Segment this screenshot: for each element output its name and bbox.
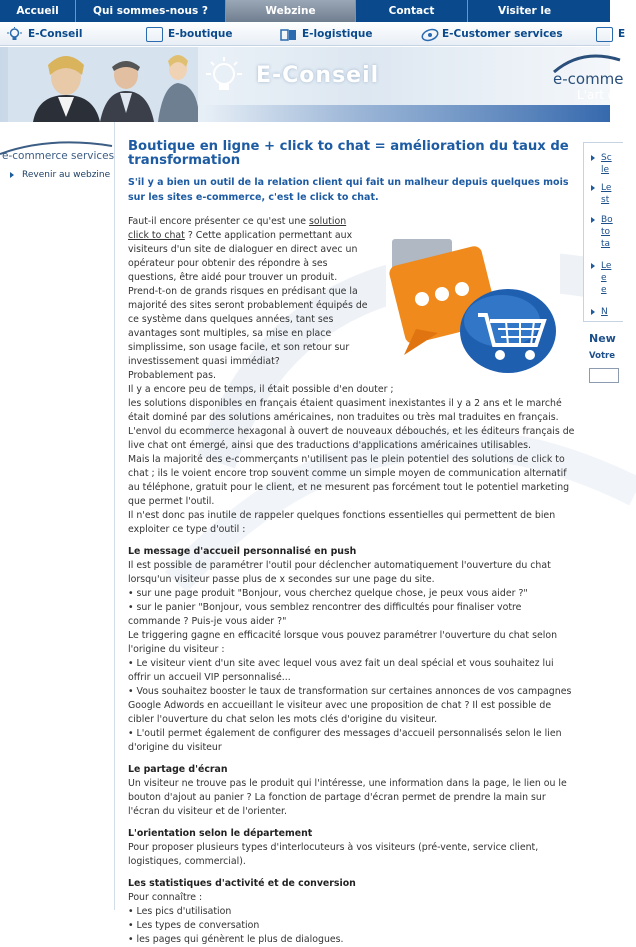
paragraph-4: Il y a encore peu de temps, il était possible d'en douter ; [128,384,394,395]
paragraph-6: Mais la majorité des e-commerçants n'utilisent pas le plein potentiel des solutions de click to chat ; ils le voient encore trop souvent comme un simple moyen de communication alternatif au téléphone, gratuit pour le client, et ne mesurent pas forcément tout le potentiel marketing que permet l'outil. [128,454,570,507]
related-article-1-line-1: Sc [601,153,612,163]
newsletter-label: Votre [589,351,615,361]
lightbulb-icon [6,27,23,42]
top-navigation [0,0,610,22]
related-article-4[interactable] [591,260,611,296]
related-article-2-line-1: Le [601,183,612,193]
related-article-2-line-2: st [601,195,610,205]
arrow-right-icon [591,155,595,161]
arrow-right-icon [591,263,595,269]
section-push-b1: • sur une page produit "Bonjour, vous cherchez quelque chose, je peux vous aider ?" [128,588,528,599]
related-article-3-line-3: ta [601,239,611,249]
section-push-b3: • Le visiteur vient d'un site avec lequel vous avez fait un deal spécial et vous souhaitez lui offrir un accueil VIP personnalisé... [128,658,554,683]
related-article-4-line-1: Le [601,261,612,271]
subnav-e-logistique[interactable] [280,25,372,43]
back-to-webzine-label: Revenir au webzine [22,170,111,180]
nav-webzine[interactable]: Webzine [226,0,356,22]
related-article-4-line-3: e [601,285,607,295]
section-stats-p: Pour connaître : [128,892,203,903]
section-title-push: Le message d'accueil personnalisé en push [128,546,357,557]
related-article-1[interactable] [591,152,612,176]
paragraph-intro [128,215,370,285]
article [128,140,575,947]
nav-visiter[interactable]: Visiter le [498,5,552,17]
article-title: Boutique en ligne + click to chat = amélioration du taux de transformation [128,139,569,168]
paragraph-2: Prend-t-on de grands risques en prédisant que la majorité des sites seront probablement équipés de ce système dans quelques années, tant ses avantages sont multiples, sa mise en place simplissime, son usage facile, et son retour sur investissement quasi immédiat? [128,286,368,367]
related-article-5[interactable] [591,306,608,318]
subnav-e-conseil-label: E-Conseil [28,28,83,40]
chat-cart-illustration [386,233,560,375]
intro-text-post: ? Cette application permettant aux visiteurs d'un site de dialoguer en direct avec un opérateur pour obtenir des répondre à ses questions, être aidé pour trouver un produit. [128,230,358,283]
paragraph-7: Il n'est donc pas inutile de rappeler quelques fonctions essentielles qui permettent de bien exploiter ce type d'outil : [128,510,556,535]
section-department-p: Pour proposer plusieurs types d'interlocuteurs à vos visiteurs (pré-vente, service client, logistiques, commercial). [128,842,539,867]
section-push-b4: • Vous souhaitez booster le taux de transformation sur certaines annonces de vos campagnes Google Adwords en accueillant le visiteur avec une proposition de chat ? Il est possible de cibler l'ouverture du chat selon les mots clés d'origine du visiteur. [128,686,572,725]
box-icon [596,27,613,42]
paragraph-3: Probablement pas. [128,370,216,381]
section-title-department: L'orientation selon le département [128,828,313,839]
header-banner [0,47,624,122]
brand-logo-text: e-comme [553,70,624,88]
related-article-4-line-2: e [601,273,607,283]
subnav-e-customer-services-label: E-Customer services [442,28,563,40]
section-screen-share-p: Un visiteur ne trouve pas le produit qui l'intéresse, une information dans la page, le lien ou le bouton d'ajout au panier ? La fonction de partage d'écran permet de prendre la main sur l'écran du visiteur et de l'orienter. [128,778,567,817]
paragraph-5: les solutions disponibles en français étaient quasiment inexistantes il y a 2 ans et le marché était dominé par des solutions américaines, non traduites ou très mal traduites en français. L'envol du ecommerce hexagonal à ouvert de nouveaux débouchés, et les éditeurs français de live chat ont émergé, ainsi que des traductions d'applications américaines utilisables. [128,398,575,451]
related-article-3[interactable] [591,214,613,250]
subnav-e-boutique-label: E-boutique [168,28,233,40]
click-to-chat-link[interactable]: solution click to chat [128,216,347,241]
subnav-more[interactable] [596,25,625,43]
nav-contact[interactable]: Contact [356,0,468,22]
arrow-right-icon [591,217,595,223]
related-article-5-line-1: N [601,307,608,317]
sidebar-logo: e-commerce services [2,150,115,162]
arrow-right-icon [591,185,595,191]
banner-title: E-Conseil [256,63,380,88]
subnav-more-label: E [618,28,626,40]
subnav-e-conseil[interactable] [6,25,83,43]
related-article-3-line-1: Bo [601,215,613,225]
section-stats-b1: • Les pics d'utilisation [128,906,232,917]
section-title-screen-share: Le partage d'écran [128,764,228,775]
subnav-e-logistique-label: E-logistique [302,28,373,40]
related-article-1-line-2: le [601,165,610,175]
arrow-right-icon [591,309,595,315]
subnav-e-customer-services[interactable] [420,25,563,43]
related-article-2[interactable] [591,182,611,206]
main-content [116,122,583,945]
arrow-right-icon [10,172,14,178]
article-lead: S'il y a bien un outil de la relation client qui fait un malheur depuis quelques mois sur les sites e-commerce, c'est le click to chat. [128,177,569,203]
business-people-photo [8,47,198,122]
nav-accueil[interactable]: Accueil [0,0,76,22]
banner-stripe [200,105,610,122]
section-push-p1: Il est possible de paramétrer l'outil pour déclencher automatiquement l'ouverture du chat lorsqu'un visiteur passe plus de x secondes sur une page du site. [128,560,551,585]
lightbulb-icon [204,57,244,97]
section-push-b2: • sur le panier "Bonjour, vous semblez rencontrer des difficultés pour finaliser votre commande ? Puis-je vous aider ?" [128,602,522,627]
section-stats-b3: • les pages qui génèrent le plus de dialogues. [128,934,344,945]
section-push-p2: Le triggering gagne en efficacité lorsque vous pouvez paramétrer l'ouverture du chat selon l'origine du visiteur : [128,630,558,655]
newsletter-title: New [589,332,616,345]
brand-tagline: L'art d [577,88,616,102]
headset-icon [420,27,437,42]
section-push-b5: • L'outil permet également de configurer des messages d'accueil personnalisés selon le lien d'origine du visiteur [128,728,562,753]
right-sidebar [583,142,616,910]
related-article-3-line-2: to [601,227,611,237]
section-title-stats: Les statistiques d'activité et de conversion [128,878,356,889]
back-to-webzine-link[interactable] [10,170,110,180]
newsletter-email-input[interactable] [589,368,619,383]
package-icon [280,27,297,42]
nav-qui-sommes-nous[interactable]: Qui sommes-nous ? [76,0,226,22]
intro-text-pre: Faut-il encore présenter ce qu'est une [128,216,310,227]
section-stats-b2: • Les types de conversation [128,920,260,931]
subnav-e-boutique[interactable] [146,25,232,43]
sub-navigation [0,22,626,46]
shop-window-icon [146,27,163,42]
left-sidebar [0,122,115,910]
